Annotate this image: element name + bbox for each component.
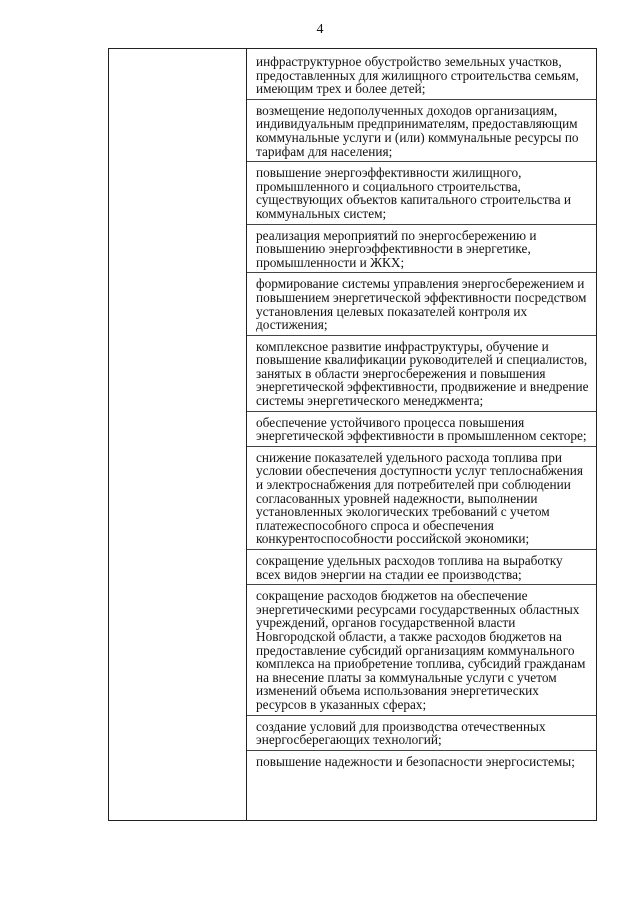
page-number: 4 xyxy=(316,22,324,37)
document-table xyxy=(108,48,597,821)
list-item: создание условий для производства отечественных энергосберегающих технологий; xyxy=(247,716,596,751)
list-item: реализация мероприятий по энергосбережению и повышению энергоэффективности в энергетике, промышленности и ЖКХ; xyxy=(247,225,596,274)
list-item: сокращение расходов бюджетов на обеспечение энергетическими ресурсами государственных областных учреждений, органов государственной власти Новгородской области, а также расходов бюджетов на предоставление субсидий организациям коммунального комплекса на приобретение топлива, субсидий гражданам на внесение платы за коммунальные услуги с учетом изменений объема использования энергетических ресурсов в указанных сферах; xyxy=(247,585,596,715)
table-right-column xyxy=(247,49,596,820)
list-item: сокращение удельных расходов топлива на выработку всех видов энергии на стадии ее производства; xyxy=(247,550,596,585)
list-item: инфраструктурное обустройство земельных участков, предоставленных для жилищного строительства семьям, имеющим трех и более детей; xyxy=(247,49,596,100)
list-item: повышение надежности и безопасности энергосистемы; xyxy=(256,753,575,769)
list-item: возмещение недополученных доходов организациям, индивидуальным предпринимателям, предоставляющим коммунальные услуги и (или) коммунальные ресурсы по тарифам для населения; xyxy=(247,100,596,162)
list-item: повышение энергоэффективности жилищного, промышленного и социального строительства, существующих объектов капитального строительства и коммунальных систем; xyxy=(247,162,596,224)
table-left-column xyxy=(109,49,247,820)
list-item: снижение показателей удельного расхода топлива при условии обеспечения доступности услуг теплоснабжения и электроснабжения для потребителей при соблюдении согласованных уровней надежности, выполнении установленных экологических требований с учетом платежеспособного спроса и обеспечения конкурентоспособности российской экономики; xyxy=(247,447,596,550)
list-item: формирование системы управления энергосбережением и повышением энергетической эффективности посредством установления целевых показателей контроля их достижения; xyxy=(247,273,596,335)
list-item: обеспечение устойчивого процесса повышения энергетической эффективности в промышленном секторе; xyxy=(247,412,596,447)
list-item: комплексное развитие инфраструктуры, обучение и повышение квалификации руководителей и специалистов, занятых в области энергосбережения и повышения энергетической эффективности, продвижение и внедрение системы энергетического менеджмента; xyxy=(247,336,596,412)
